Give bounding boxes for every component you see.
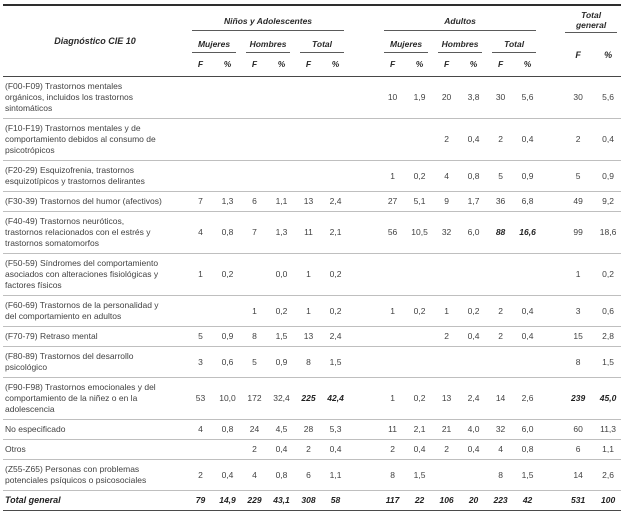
value-cell: 20 <box>460 491 487 511</box>
value-cell <box>241 77 268 119</box>
value-cell: 0,4 <box>214 460 241 491</box>
column-header-percent: % <box>460 53 487 77</box>
column-subheader-total: Total <box>295 33 349 53</box>
value-cell: 32,4 <box>268 378 295 420</box>
value-cell: 0,4 <box>514 327 541 347</box>
value-cell: 7 <box>187 192 214 212</box>
value-cell: 4 <box>487 440 514 460</box>
value-cell: 1,1 <box>322 460 349 491</box>
diagnosis-cell: (F00-F09) Trastornos mentales orgánicos, incluidos los trastornos sintomáticos <box>3 77 187 119</box>
value-cell: 20 <box>433 77 460 119</box>
table-row <box>3 491 621 511</box>
value-cell: 2,1 <box>322 212 349 254</box>
value-cell: 1 <box>561 254 595 296</box>
value-cell <box>214 119 241 161</box>
value-cell: 2 <box>379 440 406 460</box>
value-cell <box>514 347 541 378</box>
table-row <box>3 254 621 296</box>
value-cell: 14 <box>561 460 595 491</box>
table-row <box>3 77 621 119</box>
column-header-percent: % <box>214 53 241 77</box>
table-row <box>3 327 621 347</box>
value-cell: 1,7 <box>460 192 487 212</box>
value-cell: 27 <box>379 192 406 212</box>
value-cell <box>322 77 349 119</box>
value-cell: 2,8 <box>595 327 621 347</box>
value-cell: 2 <box>487 119 514 161</box>
column-gap <box>349 192 379 212</box>
value-cell: 11,3 <box>595 420 621 440</box>
value-cell <box>433 254 460 296</box>
column-gap <box>349 347 379 378</box>
value-cell: 5 <box>187 327 214 347</box>
value-cell: 6,0 <box>460 212 487 254</box>
value-cell: 0,8 <box>514 440 541 460</box>
value-cell <box>322 161 349 192</box>
value-cell: 1,5 <box>406 460 433 491</box>
value-cell: 1,1 <box>268 192 295 212</box>
value-cell: 4 <box>433 161 460 192</box>
value-cell: 5,3 <box>322 420 349 440</box>
diagnosis-cell: (F80-89) Trastornos del desarrollo psicológico <box>3 347 187 378</box>
value-cell <box>433 460 460 491</box>
column-gap <box>541 254 561 296</box>
value-cell: 28 <box>295 420 322 440</box>
value-cell <box>379 254 406 296</box>
value-cell: 0,2 <box>460 296 487 327</box>
value-cell: 5,6 <box>514 77 541 119</box>
value-cell: 0,2 <box>406 161 433 192</box>
value-cell: 2,4 <box>322 327 349 347</box>
value-cell <box>406 119 433 161</box>
value-cell: 53 <box>187 378 214 420</box>
value-cell <box>187 440 214 460</box>
value-cell: 18,6 <box>595 212 621 254</box>
value-cell <box>214 440 241 460</box>
column-gap <box>349 327 379 347</box>
value-cell: 8 <box>241 327 268 347</box>
column-gap <box>541 347 561 378</box>
value-cell <box>460 254 487 296</box>
value-cell <box>214 296 241 327</box>
value-cell: 2,1 <box>406 420 433 440</box>
value-cell: 99 <box>561 212 595 254</box>
value-cell: 60 <box>561 420 595 440</box>
column-header-percent: % <box>322 53 349 77</box>
table-row <box>3 347 621 378</box>
value-cell: 1 <box>295 296 322 327</box>
value-cell: 2,4 <box>460 378 487 420</box>
value-cell: 0,4 <box>460 327 487 347</box>
value-cell <box>487 347 514 378</box>
value-cell: 2 <box>187 460 214 491</box>
value-cell <box>241 119 268 161</box>
value-cell <box>295 77 322 119</box>
value-cell: 6 <box>561 440 595 460</box>
value-cell: 5 <box>487 161 514 192</box>
value-cell: 36 <box>487 192 514 212</box>
diagnosis-cell: (F10-F19) Trastornos mentales y de comportamiento debidos al consumo de psicotrópicos <box>3 119 187 161</box>
value-cell: 1 <box>295 254 322 296</box>
value-cell: 0,6 <box>214 347 241 378</box>
column-gap <box>541 460 561 491</box>
value-cell: 0,2 <box>406 296 433 327</box>
value-cell: 32 <box>433 212 460 254</box>
value-cell: 223 <box>487 491 514 511</box>
value-cell: 0,4 <box>268 440 295 460</box>
value-cell: 0,2 <box>268 296 295 327</box>
value-cell: 2 <box>433 119 460 161</box>
diagnosis-cell: (Z55-Z65) Personas con problemas potenciales psíquicos o psicosociales <box>3 460 187 491</box>
value-cell: 0,4 <box>595 119 621 161</box>
value-cell <box>187 161 214 192</box>
value-cell: 0,9 <box>268 347 295 378</box>
value-cell: 117 <box>379 491 406 511</box>
value-cell: 3,8 <box>460 77 487 119</box>
value-cell: 21 <box>433 420 460 440</box>
value-cell: 1 <box>379 296 406 327</box>
diagnosis-cell: (F40-49) Trastornos neuróticos, trastornos relacionados con el estrés y trastornos somatomorfos <box>3 212 187 254</box>
value-cell: 0,2 <box>322 254 349 296</box>
value-cell <box>406 347 433 378</box>
column-header-diagnosis: Diagnóstico CIE 10 <box>3 5 187 77</box>
value-cell: 0,2 <box>406 378 433 420</box>
diagnosis-cell: (F50-59) Síndromes del comportamiento asociados con alteraciones fisiológicas y factores físicos <box>3 254 187 296</box>
diagnosis-cell: (F60-69) Trastornos de la personalidad y del comportamiento en adultos <box>3 296 187 327</box>
diagnosis-cell: (F20-29) Esquizofrenia, trastornos esquizotípicos y trastornos delirantes <box>3 161 187 192</box>
value-cell: 32 <box>487 420 514 440</box>
table-row <box>3 378 621 420</box>
value-cell: 2,4 <box>322 192 349 212</box>
value-cell: 0,4 <box>460 119 487 161</box>
value-cell: 2,6 <box>514 378 541 420</box>
column-gap <box>349 491 379 511</box>
value-cell <box>433 347 460 378</box>
value-cell <box>295 161 322 192</box>
column-gap <box>349 420 379 440</box>
value-cell: 4,5 <box>268 420 295 440</box>
column-gap <box>541 161 561 192</box>
column-subheader-hombres: Hombres <box>241 33 295 53</box>
value-cell <box>268 77 295 119</box>
value-cell: 8 <box>379 460 406 491</box>
value-cell <box>241 161 268 192</box>
column-header-frequency: F <box>487 53 514 77</box>
value-cell: 2,6 <box>595 460 621 491</box>
value-cell: 7 <box>241 212 268 254</box>
value-cell: 6,0 <box>514 420 541 440</box>
value-cell: 0,4 <box>460 440 487 460</box>
value-cell: 14 <box>487 378 514 420</box>
column-header-frequency: F <box>241 53 268 77</box>
value-cell: 13 <box>433 378 460 420</box>
value-cell: 0,4 <box>514 296 541 327</box>
value-cell: 3 <box>561 296 595 327</box>
value-cell <box>487 254 514 296</box>
value-cell: 100 <box>595 491 621 511</box>
value-cell: 1,1 <box>595 440 621 460</box>
value-cell: 172 <box>241 378 268 420</box>
column-header-percent: % <box>268 53 295 77</box>
value-cell: 1,5 <box>514 460 541 491</box>
value-cell: 0,6 <box>595 296 621 327</box>
value-cell: 2 <box>433 327 460 347</box>
value-cell <box>379 119 406 161</box>
column-gap <box>541 212 561 254</box>
column-gap <box>541 440 561 460</box>
value-cell: 106 <box>433 491 460 511</box>
value-cell: 0,8 <box>460 161 487 192</box>
column-gap <box>541 119 561 161</box>
value-cell: 49 <box>561 192 595 212</box>
column-header-frequency: F <box>379 53 406 77</box>
value-cell: 2 <box>487 327 514 347</box>
table-row <box>3 296 621 327</box>
column-group-total-general: Total general <box>561 5 621 33</box>
value-cell: 0,8 <box>268 460 295 491</box>
value-cell: 6,8 <box>514 192 541 212</box>
table-row <box>3 161 621 192</box>
cie10-diagnosis-table <box>3 4 621 511</box>
diagnosis-cell: (F90-F98) Trastornos emocionales y del comportamiento de la niñez o en la adolescencia <box>3 378 187 420</box>
value-cell: 9 <box>433 192 460 212</box>
value-cell <box>187 77 214 119</box>
diagnosis-cell: No especificado <box>3 420 187 440</box>
column-group-adults: Adultos <box>379 5 541 33</box>
value-cell <box>460 460 487 491</box>
value-cell: 229 <box>241 491 268 511</box>
value-cell: 8 <box>561 347 595 378</box>
value-cell: 16,6 <box>514 212 541 254</box>
value-cell <box>322 119 349 161</box>
column-gap <box>541 378 561 420</box>
value-cell: 0,2 <box>214 254 241 296</box>
value-cell <box>187 119 214 161</box>
value-cell: 0,9 <box>514 161 541 192</box>
table-row <box>3 420 621 440</box>
value-cell: 56 <box>379 212 406 254</box>
value-cell: 10,5 <box>406 212 433 254</box>
value-cell: 8 <box>487 460 514 491</box>
column-gap <box>349 212 379 254</box>
value-cell: 79 <box>187 491 214 511</box>
column-gap <box>541 420 561 440</box>
column-subheader-hombres: Hombres <box>433 33 487 53</box>
value-cell: 1,9 <box>406 77 433 119</box>
column-gap <box>349 161 379 192</box>
value-cell <box>187 296 214 327</box>
value-cell: 11 <box>379 420 406 440</box>
value-cell <box>268 119 295 161</box>
value-cell: 0,8 <box>214 420 241 440</box>
column-gap <box>349 119 379 161</box>
value-cell: 1,3 <box>214 192 241 212</box>
table-header <box>3 5 621 77</box>
value-cell: 4,0 <box>460 420 487 440</box>
value-cell: 10 <box>379 77 406 119</box>
value-cell: 45,0 <box>595 378 621 420</box>
table-row <box>3 119 621 161</box>
value-cell: 0,2 <box>322 296 349 327</box>
column-header-frequency: F <box>187 53 214 77</box>
value-cell: 1 <box>241 296 268 327</box>
value-cell: 4 <box>241 460 268 491</box>
column-header-frequency: F <box>561 33 595 77</box>
column-header-percent: % <box>406 53 433 77</box>
value-cell: 0,9 <box>214 327 241 347</box>
column-subheader-total: Total <box>487 33 541 53</box>
column-gap <box>349 296 379 327</box>
column-header-percent: % <box>514 53 541 77</box>
value-cell <box>406 254 433 296</box>
value-cell: 9,2 <box>595 192 621 212</box>
value-cell: 30 <box>561 77 595 119</box>
value-cell: 2 <box>241 440 268 460</box>
column-gap <box>349 440 379 460</box>
value-cell: 0,8 <box>214 212 241 254</box>
value-cell: 5 <box>561 161 595 192</box>
column-gap <box>541 327 561 347</box>
value-cell: 30 <box>487 77 514 119</box>
column-gap <box>349 77 379 119</box>
value-cell: 2 <box>433 440 460 460</box>
value-cell: 225 <box>295 378 322 420</box>
value-cell <box>214 161 241 192</box>
value-cell <box>241 254 268 296</box>
column-header-frequency: F <box>295 53 322 77</box>
value-cell: 88 <box>487 212 514 254</box>
value-cell: 42 <box>514 491 541 511</box>
value-cell <box>514 254 541 296</box>
value-cell: 22 <box>406 491 433 511</box>
value-cell: 1 <box>433 296 460 327</box>
value-cell: 5,6 <box>595 77 621 119</box>
value-cell: 13 <box>295 327 322 347</box>
value-cell: 11 <box>295 212 322 254</box>
column-gap <box>541 77 561 119</box>
value-cell <box>460 347 487 378</box>
value-cell: 6 <box>241 192 268 212</box>
value-cell <box>379 347 406 378</box>
value-cell <box>406 327 433 347</box>
value-cell: 1,5 <box>268 327 295 347</box>
column-gap <box>541 296 561 327</box>
value-cell: 8 <box>295 347 322 378</box>
value-cell: 5 <box>241 347 268 378</box>
diagnosis-cell: Total general <box>3 491 187 511</box>
value-cell: 1,3 <box>268 212 295 254</box>
value-cell: 3 <box>187 347 214 378</box>
column-gap <box>541 491 561 511</box>
value-cell: 0,4 <box>514 119 541 161</box>
value-cell: 6 <box>295 460 322 491</box>
table-row <box>3 212 621 254</box>
table-row <box>3 460 621 491</box>
column-gap <box>349 5 379 77</box>
column-subheader-mujeres: Mujeres <box>379 33 433 53</box>
value-cell: 0,4 <box>406 440 433 460</box>
value-cell: 0,4 <box>322 440 349 460</box>
value-cell: 1 <box>187 254 214 296</box>
column-gap <box>541 192 561 212</box>
value-cell: 1,5 <box>595 347 621 378</box>
value-cell: 5,1 <box>406 192 433 212</box>
value-cell: 239 <box>561 378 595 420</box>
value-cell <box>295 119 322 161</box>
column-header-percent: % <box>595 33 621 77</box>
value-cell: 15 <box>561 327 595 347</box>
value-cell: 43,1 <box>268 491 295 511</box>
value-cell: 10,0 <box>214 378 241 420</box>
diagnosis-cell: (F70-79) Retraso mental <box>3 327 187 347</box>
column-header-frequency: F <box>433 53 460 77</box>
value-cell: 4 <box>187 212 214 254</box>
column-gap <box>541 5 561 77</box>
value-cell <box>214 77 241 119</box>
value-cell: 58 <box>322 491 349 511</box>
table-body <box>3 77 621 511</box>
value-cell: 0,0 <box>268 254 295 296</box>
value-cell: 24 <box>241 420 268 440</box>
diagnosis-cell: Otros <box>3 440 187 460</box>
value-cell: 0,9 <box>595 161 621 192</box>
value-cell: 4 <box>187 420 214 440</box>
value-cell: 2 <box>295 440 322 460</box>
value-cell: 13 <box>295 192 322 212</box>
value-cell: 2 <box>487 296 514 327</box>
value-cell <box>379 327 406 347</box>
diagnosis-cell: (F30-39) Trastornos del humor (afectivos) <box>3 192 187 212</box>
value-cell: 1 <box>379 161 406 192</box>
column-gap <box>349 254 379 296</box>
column-group-children-adolescents: Niños y Adolescentes <box>187 5 349 33</box>
value-cell: 0,2 <box>595 254 621 296</box>
column-gap <box>349 378 379 420</box>
value-cell: 308 <box>295 491 322 511</box>
value-cell: 1,5 <box>322 347 349 378</box>
value-cell <box>268 161 295 192</box>
value-cell: 1 <box>379 378 406 420</box>
table-row <box>3 440 621 460</box>
column-subheader-mujeres: Mujeres <box>187 33 241 53</box>
value-cell: 2 <box>561 119 595 161</box>
value-cell: 14,9 <box>214 491 241 511</box>
table-row <box>3 192 621 212</box>
value-cell: 531 <box>561 491 595 511</box>
column-gap <box>349 460 379 491</box>
value-cell: 42,4 <box>322 378 349 420</box>
